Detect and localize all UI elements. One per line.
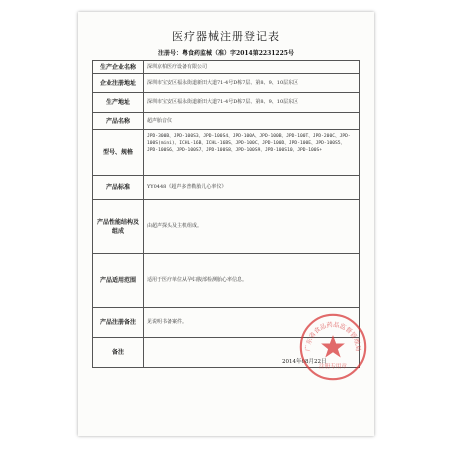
row-model-spec: [93, 130, 360, 176]
registration-form-sheet: [78, 12, 374, 436]
row-manufacturer: [93, 61, 360, 74]
label-product-name: 产品名称: [93, 113, 144, 130]
value-manufacturer: 深圳京柏医疗设备有限公司: [144, 61, 360, 74]
value-product-standard: YY0448《超声多普勒胎儿心率仪》: [144, 176, 360, 200]
value-model-spec: JPD-300B、JPD-100S3、JPD-100S4、JPD-100A、JPD-100B、JPD-100T、JPD-200C、JPD-100S(mini)、ICHL-16B、ICHL-16BS、JPD-100C、JPD-100D、JPD-100E、JPD-100S5、JPD-100S6、JPD-100S7、JPD-100S8、JPD-100S9、JPD-100S10、JPD-100S+: [144, 130, 360, 176]
row-product-standard: [93, 176, 360, 200]
row-production-address: [93, 93, 360, 113]
issue-date: 2014年08月22日: [282, 359, 327, 365]
row-performance: [93, 200, 360, 254]
label-manufacturer: 生产企业名称: [93, 61, 144, 74]
label-model-spec: 型号、规格: [93, 130, 144, 176]
row-product-name: [93, 113, 360, 130]
row-registered-address: [93, 74, 360, 93]
registration-table: [92, 60, 360, 368]
value-scope: 适用于医疗单位从孕妇腹部检测胎心率信息。: [144, 254, 360, 308]
value-remarks: [144, 338, 360, 368]
label-remark-item: 产品注册备注: [93, 308, 144, 338]
label-production-address: 生产地址: [93, 93, 144, 113]
label-performance: 产品性能结构及组成: [93, 200, 144, 254]
registration-number: 注册号：粤食药监械（准）字2014第2231225号: [158, 50, 294, 57]
seal-bottom-text: 注册专用章: [319, 364, 347, 370]
value-registered-address: 深圳市宝安区福永街道新田大道71-4号D栋7层、第8、9、10层东区: [144, 74, 360, 93]
seal-arc-text: 广东省食品药品监督管理局: [304, 321, 362, 352]
value-performance: 由超声探头及主机组成。: [144, 200, 360, 254]
label-product-standard: 产品标准: [93, 176, 144, 200]
row-remark-item: [93, 308, 360, 338]
label-registered-address: 企业注册地址: [93, 74, 144, 93]
label-scope: 产品适用范围: [93, 254, 144, 308]
label-remarks: 备注: [93, 338, 144, 368]
value-production-address: 深圳市宝安区福永街道新田大道71-4号D栋7层、第8、9、10层东区: [144, 93, 360, 113]
value-remark-item: 见说明书备案件。: [144, 308, 360, 338]
row-scope: [93, 254, 360, 308]
document-title: 医疗器械注册登记表: [172, 30, 280, 43]
value-product-name: 超声胎音仪: [144, 113, 360, 130]
